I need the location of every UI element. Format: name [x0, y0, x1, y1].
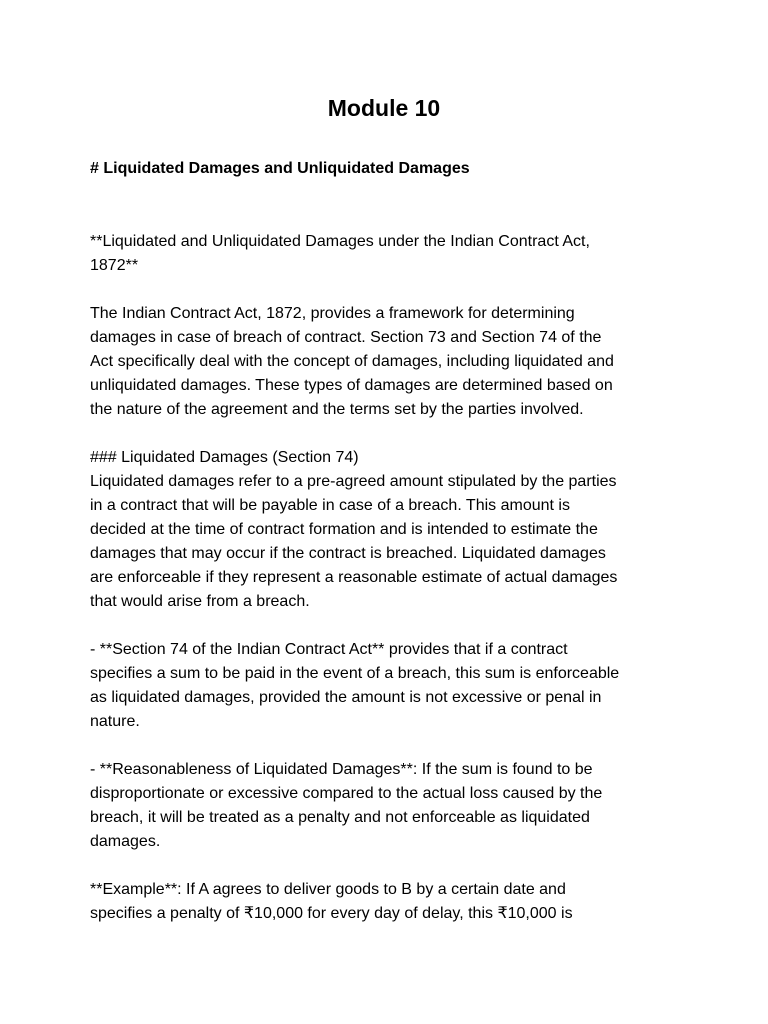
- paragraph-act-title: [90, 230, 690, 278]
- paragraph-reasonableness: [90, 758, 690, 854]
- text-line: disproportionate or excessive compared to the actual loss caused by the: [90, 785, 603, 802]
- text-line: specifies a penalty of ₹10,000 for every day of delay, this ₹10,000 is: [90, 905, 573, 922]
- text-line: Liquidated damages refer to a pre-agreed amount stipulated by the parties: [90, 473, 617, 490]
- text-line: are enforceable if they represent a reasonable estimate of actual damages: [90, 569, 618, 586]
- text-line: - **Reasonableness of Liquidated Damages**: If the sum is found to be: [90, 761, 593, 778]
- text-line: decided at the time of contract formation and is intended to estimate the: [90, 521, 598, 538]
- paragraph-liquidated-damages: [90, 446, 690, 614]
- paragraph-section-74: [90, 638, 690, 734]
- text-line: specifies a sum to be paid in the event of a breach, this sum is enforceable: [90, 665, 620, 682]
- text-line: ### Liquidated Damages (Section 74): [90, 449, 359, 466]
- text-line: as liquidated damages, provided the amount is not excessive or penal in: [90, 689, 602, 706]
- paragraph-example: [90, 878, 690, 926]
- paragraph-introduction: [90, 302, 690, 422]
- text-line: 1872**: [90, 257, 139, 274]
- text-line: The Indian Contract Act, 1872, provides a framework for determining: [90, 305, 575, 322]
- page-title: Module 10: [327, 95, 441, 121]
- text-line: **Liquidated and Unliquidated Damages under the Indian Contract Act,: [90, 233, 590, 250]
- text-line: damages in case of breach of contract. Section 73 and Section 74 of the: [90, 329, 602, 346]
- text-line: nature.: [90, 713, 140, 730]
- text-line: damages that may occur if the contract is breached. Liquidated damages: [90, 545, 606, 562]
- text-line: in a contract that will be payable in case of a breach. This amount is: [90, 497, 570, 514]
- section-heading: # Liquidated Damages and Unliquidated Damages: [90, 160, 470, 177]
- text-line: **Example**: If A agrees to deliver goods to B by a certain date and: [90, 881, 566, 898]
- text-line: the nature of the agreement and the terms set by the parties involved.: [90, 401, 584, 418]
- text-line: breach, it will be treated as a penalty and not enforceable as liquidated: [90, 809, 590, 826]
- text-line: Act specifically deal with the concept of damages, including liquidated and: [90, 353, 614, 370]
- text-line: unliquidated damages. These types of damages are determined based on: [90, 377, 613, 394]
- text-line: - **Section 74 of the Indian Contract Act** provides that if a contract: [90, 641, 568, 658]
- text-line: that would arise from a breach.: [90, 593, 310, 610]
- text-line: damages.: [90, 833, 161, 850]
